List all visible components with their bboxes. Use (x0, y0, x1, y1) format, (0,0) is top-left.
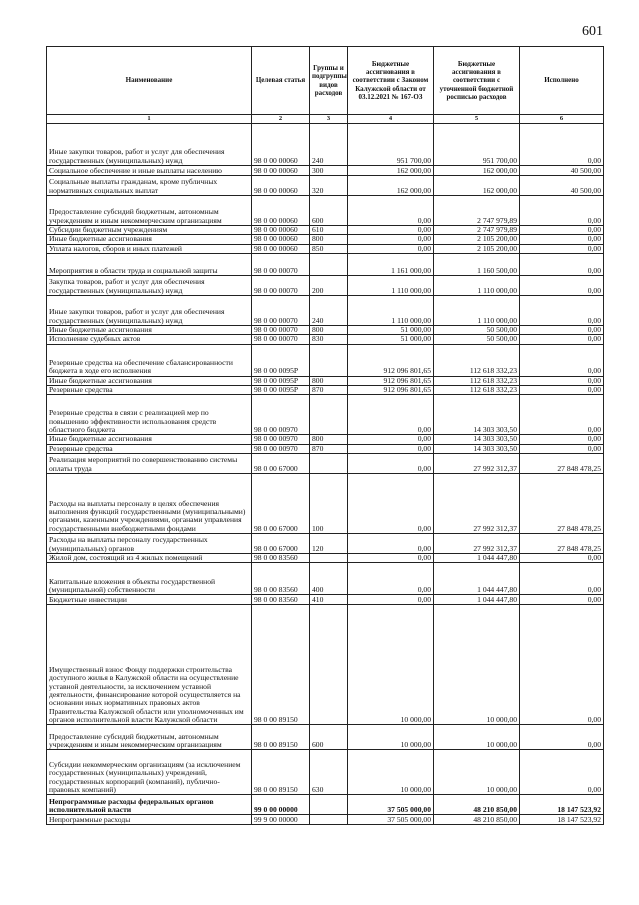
row-name-cell: Резервные средства (47, 444, 252, 453)
table-row (47, 326, 604, 335)
table-row (47, 454, 604, 474)
table-row (47, 395, 604, 435)
row-target-cell: 98 0 00 67000 (252, 454, 310, 474)
row-refined-amount-cell: 162 000,00 (434, 166, 520, 176)
row-refined-amount-cell: 1 110 000,00 (434, 276, 520, 296)
row-target-cell: 98 0 00 00060 (252, 166, 310, 176)
row-name-cell: Иные бюджетные ассигнования (47, 435, 252, 444)
row-name-cell: Предоставление субсидий бюджетным, автономным учреждениям и иным некоммерческим организациям (47, 725, 252, 750)
row-name-cell: Иные закупки товаров, работ и услуг для обеспечения государственных (муниципальных) нужд (47, 124, 252, 166)
row-group-cell: 830 (310, 335, 348, 344)
row-law-amount-cell: 912 096 801,65 (348, 344, 434, 376)
row-refined-amount-cell: 1 110 000,00 (434, 296, 520, 326)
table-row (47, 254, 604, 276)
row-name-cell: Иные закупки товаров, работ и услуг для обеспечения государственных (муниципальных) нужд (47, 296, 252, 326)
row-target-cell: 98 0 00 67000 (252, 534, 310, 554)
row-law-amount-cell: 0,00 (348, 595, 434, 605)
row-group-cell: 400 (310, 563, 348, 595)
row-group-cell (310, 344, 348, 376)
row-executed-cell: 0,00 (520, 124, 604, 166)
row-name-cell: Резервные средства (47, 386, 252, 395)
row-executed-cell: 0,00 (520, 226, 604, 235)
row-name-cell: Предоставление субсидий бюджетным, автономным учреждениям и иным некоммерческим организациям (47, 196, 252, 226)
table-row (47, 750, 604, 795)
row-group-cell (310, 815, 348, 825)
row-name-cell: Уплата налогов, сборов и иных платежей (47, 244, 252, 253)
row-name-cell: Иные бюджетные ассигнования (47, 235, 252, 244)
row-group-cell: 610 (310, 226, 348, 235)
row-target-cell: 98 0 00 00060 (252, 235, 310, 244)
row-executed-cell: 0,00 (520, 395, 604, 435)
row-group-cell: 800 (310, 435, 348, 444)
row-law-amount-cell: 1 110 000,00 (348, 296, 434, 326)
header-executed: Исполнено (520, 47, 604, 115)
row-executed-cell: 0,00 (520, 326, 604, 335)
row-executed-cell: 0,00 (520, 386, 604, 395)
row-executed-cell: 0,00 (520, 725, 604, 750)
row-executed-cell: 0,00 (520, 750, 604, 795)
row-group-cell (310, 254, 348, 276)
row-group-cell: 800 (310, 326, 348, 335)
row-name-cell: Мероприятия в области труда и социальной защиты (47, 254, 252, 276)
row-target-cell: 98 0 00 00060 (252, 244, 310, 253)
row-law-amount-cell: 37 505 000,00 (348, 815, 434, 825)
row-group-cell: 800 (310, 376, 348, 385)
row-group-cell: 120 (310, 534, 348, 554)
row-group-cell: 200 (310, 276, 348, 296)
row-name-cell: Закупка товаров, работ и услуг для обеспечения государственных (муниципальных) нужд (47, 276, 252, 296)
row-refined-amount-cell: 2 105 200,00 (434, 244, 520, 253)
row-law-amount-cell: 912 096 801,65 (348, 386, 434, 395)
table-row (47, 176, 604, 196)
row-name-cell: Исполнение судебных актов (47, 335, 252, 344)
row-name-cell: Капитальные вложения в объекты государственной (муниципальной) собственности (47, 563, 252, 595)
row-law-amount-cell: 0,00 (348, 444, 434, 453)
row-refined-amount-cell: 14 303 303,50 (434, 395, 520, 435)
column-number: 4 (348, 115, 434, 124)
row-law-amount-cell: 0,00 (348, 395, 434, 435)
row-law-amount-cell: 0,00 (348, 554, 434, 563)
row-group-cell: 600 (310, 196, 348, 226)
table-row (47, 235, 604, 244)
header-refined-allocations: Бюджетные ассигнования в соответствии с уточненной бюджетной росписью расходов (434, 47, 520, 115)
row-group-cell (310, 395, 348, 435)
row-executed-cell: 40 500,00 (520, 166, 604, 176)
row-executed-cell: 27 848 478,25 (520, 474, 604, 534)
table-row (47, 595, 604, 605)
row-group-cell: 410 (310, 595, 348, 605)
table-row (47, 474, 604, 534)
row-executed-cell: 40 500,00 (520, 176, 604, 196)
row-target-cell: 98 0 00 83560 (252, 563, 310, 595)
table-row (47, 725, 604, 750)
row-refined-amount-cell: 14 303 303,50 (434, 444, 520, 453)
row-group-cell: 240 (310, 296, 348, 326)
row-refined-amount-cell: 1 044 447,80 (434, 563, 520, 595)
row-law-amount-cell: 0,00 (348, 196, 434, 226)
row-refined-amount-cell: 112 618 332,23 (434, 386, 520, 395)
row-law-amount-cell: 10 000,00 (348, 725, 434, 750)
row-name-cell: Субсидии некоммерческим организациям (за исключением государственных (муниципальных) учреждений, государственных корпораций (компаний), публично-правовых компаний) (47, 750, 252, 795)
row-law-amount-cell: 0,00 (348, 563, 434, 595)
row-target-cell: 98 0 00 00970 (252, 444, 310, 453)
row-group-cell (310, 454, 348, 474)
row-name-cell: Иные бюджетные ассигнования (47, 376, 252, 385)
row-executed-cell: 0,00 (520, 605, 604, 725)
row-group-cell: 100 (310, 474, 348, 534)
row-target-cell: 98 0 00 83560 (252, 554, 310, 563)
row-executed-cell: 18 147 523,92 (520, 815, 604, 825)
row-refined-amount-cell: 1 044 447,80 (434, 554, 520, 563)
table-row (47, 534, 604, 554)
table-row (47, 296, 604, 326)
row-target-cell: 98 0 00 00070 (252, 335, 310, 344)
row-target-cell: 98 0 00 00060 (252, 226, 310, 235)
table-row (47, 554, 604, 563)
table-row (47, 226, 604, 235)
row-law-amount-cell: 0,00 (348, 534, 434, 554)
row-target-cell: 98 0 00 00970 (252, 435, 310, 444)
row-target-cell: 98 0 00 83560 (252, 595, 310, 605)
row-law-amount-cell: 1 161 000,00 (348, 254, 434, 276)
table-row (47, 376, 604, 385)
table-row (47, 386, 604, 395)
row-executed-cell: 0,00 (520, 254, 604, 276)
row-target-cell: 99 0 00 00000 (252, 795, 310, 815)
row-name-cell: Иные бюджетные ассигнования (47, 326, 252, 335)
row-executed-cell: 0,00 (520, 244, 604, 253)
row-name-cell: Жилой дом, состоящий из 4 жилых помещений (47, 554, 252, 563)
column-number: 6 (520, 115, 604, 124)
header-name: Наименование (47, 47, 252, 115)
row-target-cell: 98 0 00 00060 (252, 124, 310, 166)
row-group-cell: 850 (310, 244, 348, 253)
row-target-cell: 98 0 00 00070 (252, 326, 310, 335)
row-target-cell: 99 9 00 00000 (252, 815, 310, 825)
row-target-cell: 98 0 00 89150 (252, 605, 310, 725)
table-row (47, 335, 604, 344)
row-group-cell: 240 (310, 124, 348, 166)
row-refined-amount-cell: 1 044 447,80 (434, 595, 520, 605)
table-row (47, 124, 604, 166)
table-row (47, 563, 604, 595)
row-law-amount-cell: 51 000,00 (348, 326, 434, 335)
table-row (47, 344, 604, 376)
row-law-amount-cell: 0,00 (348, 235, 434, 244)
row-law-amount-cell: 0,00 (348, 474, 434, 534)
row-law-amount-cell: 162 000,00 (348, 166, 434, 176)
row-name-cell: Субсидии бюджетным учреждениям (47, 226, 252, 235)
row-refined-amount-cell: 50 500,00 (434, 326, 520, 335)
row-name-cell: Расходы на выплаты персоналу государственных (муниципальных) органов (47, 534, 252, 554)
column-number: 5 (434, 115, 520, 124)
row-name-cell: Непрограммные расходы федеральных органов исполнительной власти (47, 795, 252, 815)
table-row (47, 435, 604, 444)
row-refined-amount-cell: 162 000,00 (434, 176, 520, 196)
column-number: 3 (310, 115, 348, 124)
row-group-cell: 600 (310, 725, 348, 750)
row-target-cell: 98 0 00 0095Р (252, 376, 310, 385)
row-law-amount-cell: 1 110 000,00 (348, 276, 434, 296)
row-group-cell (310, 605, 348, 725)
row-law-amount-cell: 0,00 (348, 226, 434, 235)
row-refined-amount-cell: 1 160 500,00 (434, 254, 520, 276)
row-name-cell: Имущественный взнос Фонду поддержки строительства доступного жилья в Калужской области на осуществление уставной деятельности, за исключением уставной деятельности, финансирование которой осуществляется на основании иных нормативных правовых актов Правительства Калужской области или уполномоченных им органов исполнительной власти Калужской области (47, 605, 252, 725)
row-target-cell: 98 0 00 89150 (252, 725, 310, 750)
row-law-amount-cell: 951 700,00 (348, 124, 434, 166)
table-row (47, 815, 604, 825)
row-group-cell: 870 (310, 386, 348, 395)
row-target-cell: 98 0 00 00070 (252, 296, 310, 326)
row-refined-amount-cell: 2 747 979,89 (434, 226, 520, 235)
row-law-amount-cell: 912 096 801,65 (348, 376, 434, 385)
budget-table (46, 46, 604, 825)
row-name-cell: Социальное обеспечение и иные выплаты населению (47, 166, 252, 176)
table-row (47, 795, 604, 815)
header-target-article: Целевая статья (252, 47, 310, 115)
page-number: 601 (582, 24, 603, 39)
row-name-cell: Резервные средства на обеспечение сбалансированности бюджета в ходе его исполнения (47, 344, 252, 376)
column-number: 1 (47, 115, 252, 124)
row-target-cell: 98 0 00 0095Р (252, 344, 310, 376)
table-row (47, 605, 604, 725)
row-target-cell: 98 0 00 00060 (252, 196, 310, 226)
row-refined-amount-cell: 14 303 303,50 (434, 435, 520, 444)
header-expense-groups: Группы и подгруппы видов расходов (310, 47, 348, 115)
table-row (47, 166, 604, 176)
row-group-cell: 870 (310, 444, 348, 453)
row-refined-amount-cell: 951 700,00 (434, 124, 520, 166)
row-law-amount-cell: 10 000,00 (348, 605, 434, 725)
row-refined-amount-cell: 27 992 312,37 (434, 454, 520, 474)
header-law-allocations: Бюджетные ассигнования в соответствии с Законом Калужской области от 03.12.2021 № 167-ОЗ (348, 47, 434, 115)
row-refined-amount-cell: 48 210 850,00 (434, 795, 520, 815)
row-law-amount-cell: 10 000,00 (348, 750, 434, 795)
row-executed-cell: 0,00 (520, 554, 604, 563)
row-executed-cell: 0,00 (520, 276, 604, 296)
row-executed-cell: 0,00 (520, 444, 604, 453)
row-name-cell: Расходы на выплаты персоналу в целях обеспечения выполнения функций государственными (муниципальными) органами, казенными учреждениями, органами управления государственными внебюджетными фондами (47, 474, 252, 534)
row-name-cell: Реализация мероприятий по совершенствованию системы оплаты труда (47, 454, 252, 474)
table-row (47, 444, 604, 453)
row-target-cell: 98 0 00 00070 (252, 254, 310, 276)
row-executed-cell: 27 848 478,25 (520, 534, 604, 554)
row-executed-cell: 0,00 (520, 196, 604, 226)
row-target-cell: 98 0 00 89150 (252, 750, 310, 795)
row-refined-amount-cell: 10 000,00 (434, 605, 520, 725)
row-refined-amount-cell: 50 500,00 (434, 335, 520, 344)
row-target-cell: 98 0 00 00060 (252, 176, 310, 196)
row-refined-amount-cell: 48 210 850,00 (434, 815, 520, 825)
row-name-cell: Бюджетные инвестиции (47, 595, 252, 605)
row-law-amount-cell: 37 505 000,00 (348, 795, 434, 815)
row-executed-cell: 0,00 (520, 296, 604, 326)
row-group-cell: 630 (310, 750, 348, 795)
row-target-cell: 98 0 00 00070 (252, 276, 310, 296)
row-executed-cell: 0,00 (520, 344, 604, 376)
row-law-amount-cell: 0,00 (348, 454, 434, 474)
row-executed-cell: 0,00 (520, 435, 604, 444)
row-group-cell (310, 795, 348, 815)
row-target-cell: 98 0 00 0095Р (252, 386, 310, 395)
column-number: 2 (252, 115, 310, 124)
row-name-cell: Непрограммные расходы (47, 815, 252, 825)
row-refined-amount-cell: 112 618 332,23 (434, 344, 520, 376)
row-target-cell: 98 0 00 00970 (252, 395, 310, 435)
row-refined-amount-cell: 10 000,00 (434, 750, 520, 795)
row-executed-cell: 0,00 (520, 335, 604, 344)
table-row (47, 196, 604, 226)
table-row (47, 276, 604, 296)
row-law-amount-cell: 0,00 (348, 244, 434, 253)
row-name-cell: Резервные средства в связи с реализацией мер по повышению эффективности использования средств областного бюджета (47, 395, 252, 435)
row-executed-cell: 0,00 (520, 235, 604, 244)
row-name-cell: Социальные выплаты гражданам, кроме публичных нормативных социальных выплат (47, 176, 252, 196)
row-executed-cell: 0,00 (520, 595, 604, 605)
row-executed-cell: 27 848 478,25 (520, 454, 604, 474)
row-group-cell: 320 (310, 176, 348, 196)
row-refined-amount-cell: 112 618 332,23 (434, 376, 520, 385)
row-law-amount-cell: 162 000,00 (348, 176, 434, 196)
row-executed-cell: 0,00 (520, 563, 604, 595)
row-executed-cell: 0,00 (520, 376, 604, 385)
row-target-cell: 98 0 00 67000 (252, 474, 310, 534)
row-refined-amount-cell: 2 105 200,00 (434, 235, 520, 244)
table-row (47, 244, 604, 253)
row-refined-amount-cell: 2 747 979,89 (434, 196, 520, 226)
row-refined-amount-cell: 27 992 312,37 (434, 474, 520, 534)
row-refined-amount-cell: 27 992 312,37 (434, 534, 520, 554)
row-law-amount-cell: 51 000,00 (348, 335, 434, 344)
row-group-cell (310, 554, 348, 563)
row-refined-amount-cell: 10 000,00 (434, 725, 520, 750)
row-group-cell: 300 (310, 166, 348, 176)
row-law-amount-cell: 0,00 (348, 435, 434, 444)
row-executed-cell: 18 147 523,92 (520, 795, 604, 815)
row-group-cell: 800 (310, 235, 348, 244)
